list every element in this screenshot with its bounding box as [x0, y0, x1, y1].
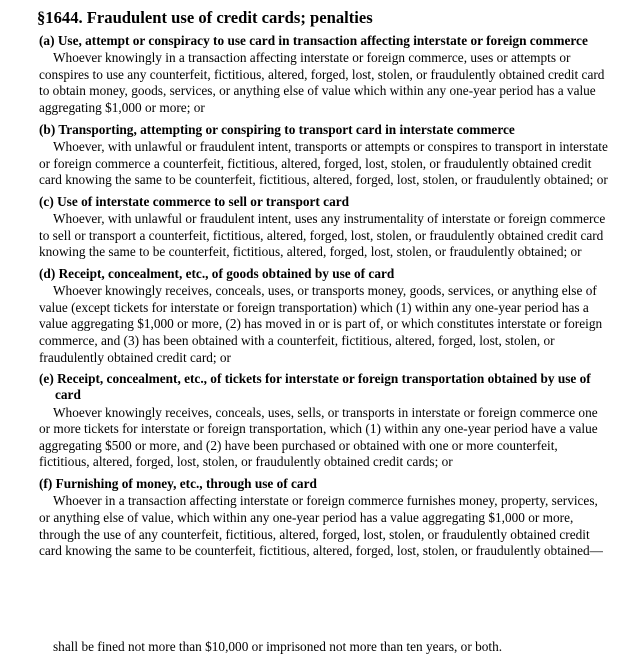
section-body: Whoever in a transaction affecting interstate or foreign commerce furnishes money, property, services, or anything else of value, which within any one-year period has a value aggregating $1,000 or more, through the use of any counterfeit, fictitious, altered, forged, lost, stolen, or fraudulently obtained credit card knowing the same to be counterfeit, fictitious, altered, forged, lost, stolen, or fraudulently obtained— [39, 493, 603, 559]
section-heading: (d) Receipt, concealment, etc., of goods obtained by use of card [39, 265, 395, 281]
section-heading: (e) Receipt, concealment, etc., of tickets for interstate or foreign transportation obtained by use of card [39, 371, 591, 403]
penalty-clause: shall be fined not more than $10,000 or imprisoned not more than ten years, or both. [53, 639, 503, 654]
section-e [39, 371, 610, 471]
section-heading: (c) Use of interstate commerce to sell or transport card [39, 193, 350, 209]
page-title: §1644. Fraudulent use of credit cards; penalties [37, 8, 373, 27]
section-c [39, 194, 610, 261]
section-d [39, 266, 610, 366]
section-body: Whoever knowingly in a transaction affecting interstate or foreign commerce, uses or attempts or conspires to use any counterfeit, fictitious, altered, forged, lost, stolen, or fraudulently obtained credit card to obtain money, goods, services, or anything else of value which within any one-year period has a value aggregating $1,000 or more; or [39, 50, 605, 116]
section-body: Whoever knowingly receives, conceals, uses, or transports money, goods, services, or anything else of value (except tickets for interstate or foreign transportation) which (1) within any one-year period has a value aggregating $1,000 or more, (2) has moved in or is part of, or which constitutes interstate or foreign commerce, and (3) has been obtained with a counterfeit, fictitious, altered, forged, lost, stolen, or fraudulently obtained credit card; or [39, 283, 603, 365]
section-f [39, 476, 610, 560]
section-body: Whoever knowingly receives, conceals, uses, sells, or transports in interstate or foreign commerce one or more tickets for interstate or foreign transportation, which (1) within any one-year period have a value aggregating $500 or more, and (2) have been purchased or obtained with one or more counterfeit, fictitious, altered, forged, lost, stolen, or fraudulently obtained credit cards; or [39, 404, 598, 470]
section-body: Whoever, with unlawful or fraudulent intent, transports or attempts or conspires to transport in interstate or foreign commerce a counterfeit, fictitious, altered, forged, lost, stolen, or fraudulently obtained credit card knowing the same to be counterfeit, fictitious, altered, forged, lost, stolen, or fraudulently obtained; or [39, 138, 608, 188]
section-body: Whoever, with unlawful or fraudulent intent, uses any instrumentality of interstate or foreign commerce to sell or transport a counterfeit, fictitious, altered, forged, lost, stolen, or fraudulently obtained credit card knowing the same to be counterfeit, fictitious, altered, forged, lost, stolen, or fraudulently obtained; or [39, 211, 606, 260]
section-heading: (a) Use, attempt or conspiracy to use card in transaction affecting interstate or foreign commerce [39, 33, 588, 48]
section-heading: (b) Transporting, attempting or conspiring to transport card in interstate commerce [39, 121, 515, 137]
section-heading: (f) Furnishing of money, etc., through use of card [39, 476, 317, 492]
section-b [39, 122, 610, 189]
section-a [39, 33, 610, 117]
